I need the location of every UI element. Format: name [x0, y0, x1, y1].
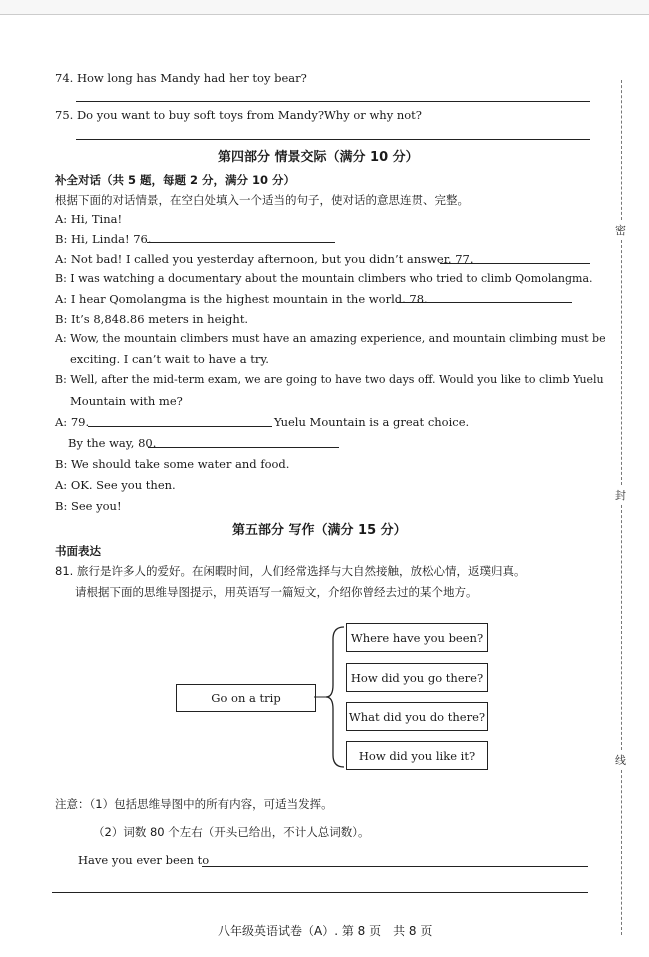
answer-line-74[interactable] [76, 101, 590, 102]
blank-77[interactable] [440, 263, 590, 264]
part5-subheading: 书面表达 [55, 544, 101, 558]
seal-char-mi: 密 [615, 224, 626, 237]
dialogue-line-12: By the way, 80. [68, 436, 157, 450]
dialogue-line-10: Mountain with me? [70, 394, 183, 408]
dialogue-line-9: B: Well, after the mid-term exam, we are going to have two days off. Would you like to climb Yuelu [55, 373, 604, 386]
part5-prompt-1: 81. 旅行是许多人的爱好。在闲暇时间，人们经常选择与大自然接触，放松心情，返璞归真。 [55, 564, 526, 578]
part5-heading: 第五部分 写作（满分 15 分） [232, 523, 407, 538]
seal-char-xian: 线 [615, 754, 626, 767]
writing-start: Have you ever been to [78, 853, 210, 867]
dialogue-line-11b: Yuelu Mountain is a great choice. [274, 415, 470, 429]
dialogue-line-7: A: Wow, the mountain climbers must have an amazing experience, and mountain climbing must be [55, 332, 606, 345]
mindmap-branch-4: How did you like it? [346, 741, 488, 770]
seal-dash-bottom [621, 770, 622, 935]
part4-instruction: 根据下面的对话情景，在空白处填入一个适当的句子，使对话的意思连贯、完整。 [55, 193, 469, 207]
dialogue-line-13: B: We should take some water and food. [55, 457, 290, 471]
dialogue-line-15: B: See you! [55, 499, 122, 513]
top-edge [0, 0, 649, 15]
blank-78[interactable] [397, 302, 572, 303]
dialogue-line-1: A: Hi, Tina! [55, 212, 123, 226]
mindmap-branch-2: How did you go there? [346, 663, 488, 692]
question-75: 75. Do you want to buy soft toys from Mandy?Why or why not? [55, 108, 422, 122]
writing-line-1[interactable] [202, 866, 588, 867]
question-74: 74. How long has Mandy had her toy bear? [55, 71, 307, 85]
note-2: （2）词数 80 个左右（开头已给出，不计人总词数）。 [93, 825, 370, 839]
dialogue-line-6: B: It’s 8,848.86 meters in height. [55, 312, 249, 326]
dialogue-line-5: A: I hear Qomolangma is the highest mountain in the world. 78. [55, 292, 428, 306]
blank-79[interactable] [88, 426, 272, 427]
dialogue-line-8: exciting. I can’t wait to have a try. [70, 352, 269, 366]
seal-dash-mid-2 [621, 505, 622, 750]
mindmap-branch-1: Where have you been? [346, 623, 488, 652]
part5-prompt-2: 请根据下面的思维导图提示，用英语写一篇短文，介绍你曾经去过的某个地方。 [75, 585, 478, 599]
part4-heading: 第四部分 情景交际（满分 10 分） [218, 150, 419, 165]
writing-line-2[interactable] [52, 892, 588, 893]
dialogue-line-2: B: Hi, Linda! 76. [55, 232, 152, 246]
dialogue-line-14: A: OK. See you then. [55, 478, 176, 492]
dialogue-line-4: B: I was watching a documentary about the mountain climbers who tried to climb Qomolangma. [55, 272, 593, 285]
page-footer: 八年级英语试卷（A）. 第 8 页 共 8 页 [218, 924, 433, 938]
seal-dash-mid-1 [621, 240, 622, 485]
mindmap-center: Go on a trip [176, 684, 316, 712]
mindmap-brace [314, 625, 348, 770]
dialogue-line-3: A: Not bad! I called you yesterday afternoon, but you didn’t answer. 77. [55, 252, 474, 266]
seal-dash-top [621, 80, 622, 220]
part4-subheading: 补全对话（共 5 题，每题 2 分，满分 10 分） [55, 173, 296, 187]
blank-76[interactable] [147, 242, 335, 243]
answer-line-75[interactable] [76, 139, 590, 140]
blank-80[interactable] [148, 447, 339, 448]
mindmap-branch-3: What did you do there? [346, 702, 488, 731]
dialogue-line-11: A: 79. [55, 415, 90, 429]
note-1: 注意：（1）包括思维导图中的所有内容，可适当发挥。 [55, 797, 333, 811]
seal-char-feng: 封 [615, 489, 626, 502]
